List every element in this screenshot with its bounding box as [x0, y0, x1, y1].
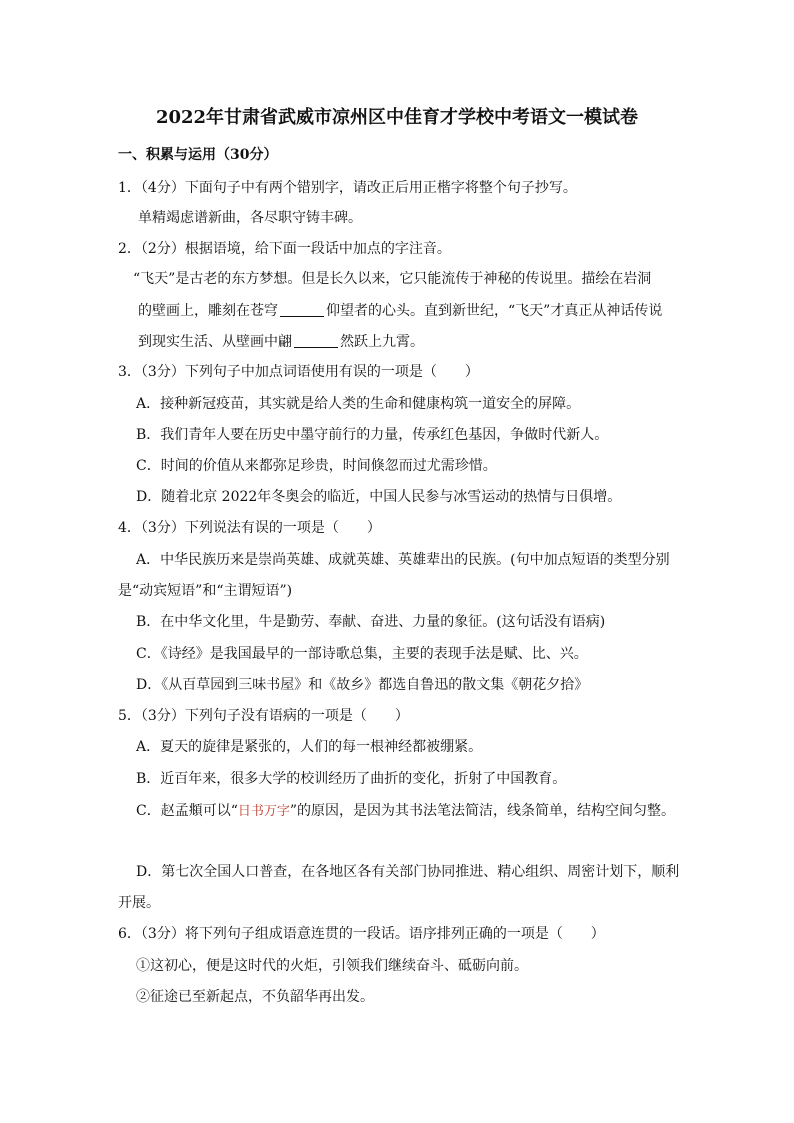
passage-text: 仰望者的心头。直到新世纪，“飞天”才真正从神话传说: [326, 303, 663, 319]
option-text: ”的原因，是因为其书法笔法简洁，线条简单，结构空间匀整。: [289, 803, 676, 819]
question-1-stem: 1．（4分）下面句子中有两个错别字，请改正后用正楷字将整个句子抄写。: [118, 180, 577, 196]
answer-blank-1[interactable]: [280, 302, 324, 317]
question-5-option-c: [136, 802, 675, 821]
question-4-stem: 4．（3分）下列说法有误的一项是（ ）: [118, 520, 381, 536]
page-title: 2022年甘肃省武威市凉州区中佳育才学校中考语文一模试卷: [155, 107, 639, 128]
question-5-option-b: B．近百年来，很多大学的校训经历了曲折的变化，折射了中国教育。: [136, 771, 567, 787]
question-3-option-c: C．时间的价值从来都弥足珍贵，时间倏忽而过尤需珍惜。: [136, 458, 497, 474]
question-4-option-a-cont: 是“动宾短语”和“主谓短语”): [118, 583, 293, 599]
question-1-sentence: 单精竭虑谱新曲，各尽职守铸丰碑。: [138, 210, 362, 226]
question-3-option-d: D．随着北京 2022年冬奥会的临近，中国人民参与冰雪运动的热情与日俱增。: [136, 489, 622, 505]
question-4-option-c: C．《诗经》是我国最早的一部诗歌总集，主要的表现手法是赋、比、兴。: [136, 646, 588, 662]
question-5-stem: 5．（3分）下列句子没有语病的一项是（ ）: [118, 708, 409, 724]
question-3-stem: 3．（3分）下列句子中加点词语使用有误的一项是（ ）: [118, 364, 479, 380]
answer-blank-2[interactable]: [294, 333, 338, 348]
passage-text: 的壁画上，雕刻在苍穹: [138, 303, 278, 319]
section-heading: 一、积累与运用（30分）: [118, 147, 278, 163]
quoted-phrase: 日书万字: [237, 804, 290, 819]
question-3-option-b: B．我们青年人要在历史中墨守前行的力量，传承红色基因，争做时代新人。: [136, 427, 609, 443]
question-2-stem: 2．（2分）根据语境，给下面一段话中加点的字注音。: [118, 241, 451, 257]
question-4-option-d: D．《从百草园到三味书屋》和《故乡》都选自鲁迅的散文集《朝花夕拾》: [136, 677, 589, 693]
question-3-option-a: A．接种新冠疫苗，其实就是给人类的生命和健康构筑一道安全的屏障。: [136, 396, 581, 412]
question-6-sentence-2: ②征途已至新起点，不负韶华再出发。: [136, 989, 374, 1005]
question-5-option-a: A．夏天的旋律是紧张的，人们的每一根神经都被绷紧。: [136, 739, 483, 755]
question-2-passage-line-3: [138, 333, 424, 351]
option-text: C．赵孟頫可以“: [136, 803, 238, 819]
question-2-passage-line-1: “飞天”是古老的东方梦想。但是长久以来，它只能流传于神秘的传说里。描绘在岩洞: [133, 271, 652, 287]
question-5-option-d: D．第七次全国人口普查，在各地区各有关部门协同推进、精心组织、周密计划下，顺利: [136, 864, 680, 880]
question-4-option-a: A．中华民族历来是崇尚英雄、成就英雄、英雄辈出的民族。(句中加点短语的类型分别: [136, 552, 670, 568]
question-5-option-d-cont: 开展。: [118, 895, 160, 911]
passage-text: 然跃上九霄。: [340, 334, 424, 350]
question-2-passage-line-2: [138, 302, 662, 320]
question-4-option-b: B．在中华文化里，牛是勤劳、奉献、奋进、力量的象征。(这句话没有语病): [136, 614, 606, 630]
question-6-sentence-1: ①这初心，便是这时代的火炬，引领我们继续奋斗、砥砺向前。: [136, 958, 528, 974]
question-6-stem: 6．（3分）将下列句子组成语意连贯的一段话。语序排列正确的一项是（ ）: [118, 926, 605, 942]
passage-text: 到现实生活、从壁画中翩: [138, 334, 292, 350]
